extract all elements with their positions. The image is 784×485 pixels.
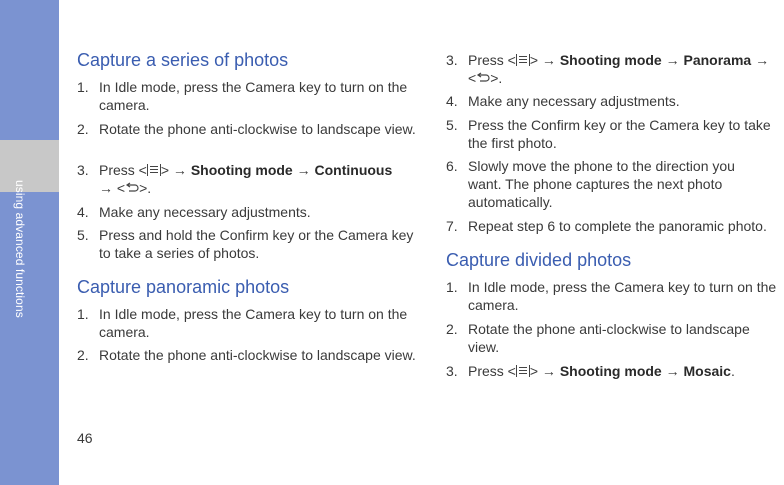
divided-step-1: 1. In Idle mode, press the Camera key to turn on the camera.	[446, 279, 777, 313]
page-number: 46	[77, 430, 93, 446]
panoramic-step-6: 6. Slowly move the phone to the direction you want. The phone captures the next photo automatically.	[446, 158, 735, 210]
series-step-2: 2. Rotate the phone anti-clockwise to landscape view.	[77, 121, 416, 137]
menu-key-icon	[516, 365, 530, 377]
back-key-icon	[476, 72, 490, 84]
panoramic-step-1: 1. In Idle mode, press the Camera key to turn on the camera.	[77, 306, 408, 340]
series-step-4: 4. Make any necessary adjustments.	[77, 204, 311, 220]
menu-key-icon	[147, 164, 161, 176]
divided-step-3: 3. Press < > → Shooting mode → Mosaic.	[446, 363, 735, 379]
side-bar	[0, 0, 59, 485]
panoramic-step-5: 5. Press the Confirm key or the Camera key to take the first photo.	[446, 117, 771, 151]
heading-series: Capture a series of photos	[77, 50, 289, 70]
series-step-3: 3. Press < > → Shooting mode → Continuous → < >.	[77, 162, 393, 196]
panoramic-step-3: 3. Press < > → Shooting mode → Panorama → < >.	[446, 52, 770, 86]
panoramic-step-4: 4. Make any necessary adjustments.	[446, 93, 680, 109]
divided-step-2: 2. Rotate the phone anti-clockwise to landscape view.	[446, 321, 750, 355]
series-step-1: 1. In Idle mode, press the Camera key to turn on the camera.	[77, 79, 408, 113]
chapter-label: using advanced functions	[13, 180, 27, 318]
side-band	[0, 140, 59, 192]
heading-divided: Capture divided photos	[446, 250, 632, 270]
heading-panoramic: Capture panoramic photos	[77, 277, 290, 297]
menu-key-icon	[516, 54, 530, 66]
panoramic-step-7: 7. Repeat step 6 to complete the panoramic photo.	[446, 218, 767, 234]
series-step-5: 5. Press and hold the Confirm key or the Camera key to take a series of photos.	[77, 227, 414, 261]
panoramic-step-2: 2. Rotate the phone anti-clockwise to landscape view.	[77, 347, 416, 363]
back-key-icon	[125, 182, 139, 194]
